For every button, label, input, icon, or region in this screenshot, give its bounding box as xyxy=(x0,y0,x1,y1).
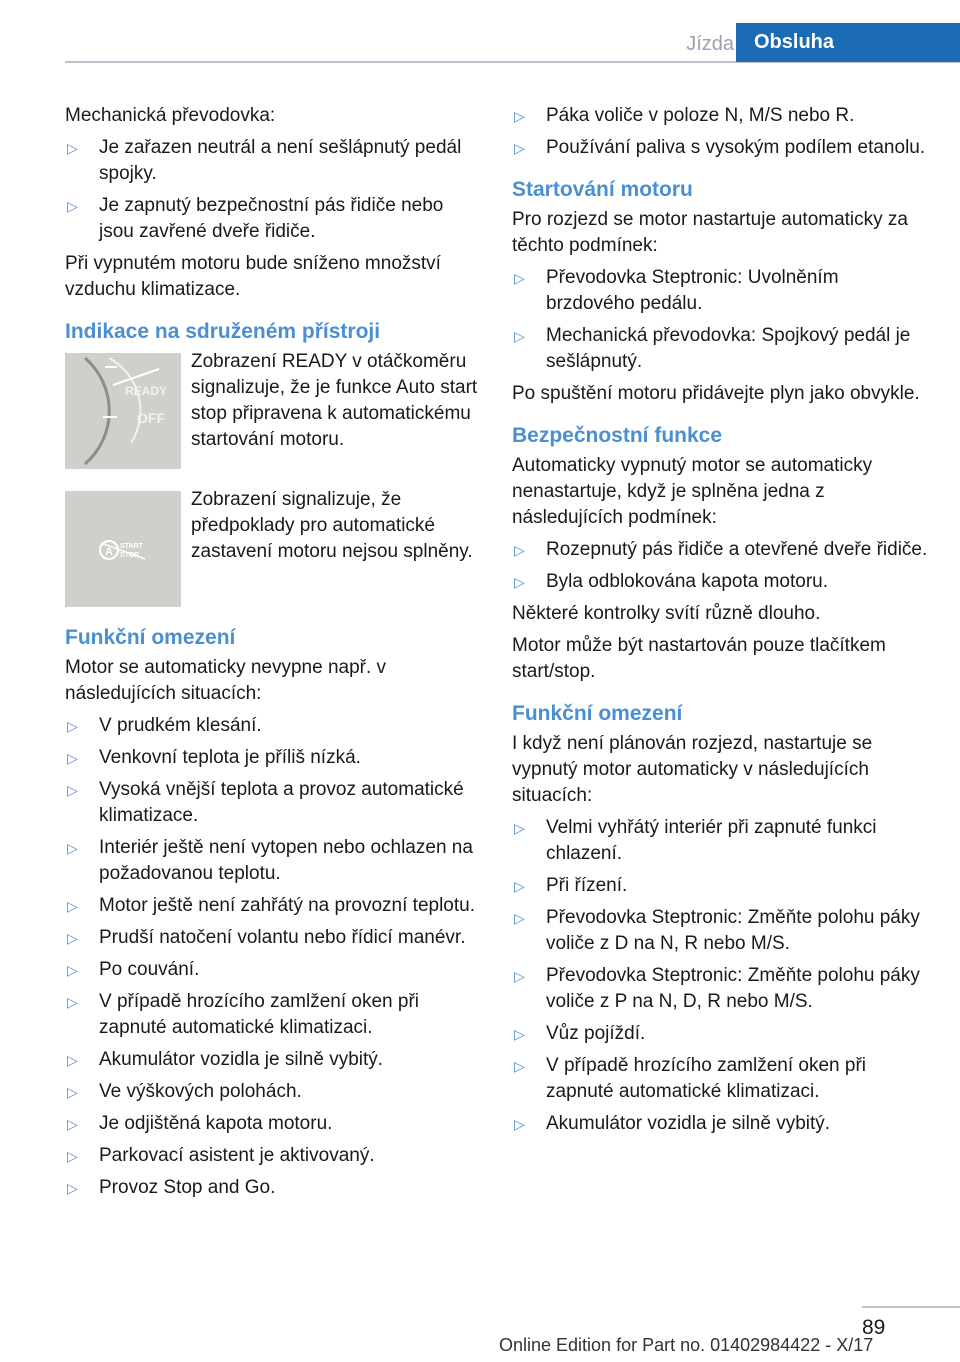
list-item: ▷ Vůz pojíždí. xyxy=(512,1021,932,1047)
svg-text:A: A xyxy=(105,546,113,558)
triangle-bullet-icon: ▷ xyxy=(67,1084,78,1100)
list-item: ▷ Velmi vyhřátý interiér při zapnuté funkci chlazení. xyxy=(514,817,877,864)
list-item: ▷ Při řízení. xyxy=(512,873,932,899)
triangle-bullet-icon: ▷ xyxy=(514,878,525,894)
triangle-bullet-icon: ▷ xyxy=(514,910,525,926)
paragraph: Motor se automaticky nevypne např. v následujících situacích: xyxy=(65,657,387,704)
triangle-bullet-icon: ▷ xyxy=(514,140,525,156)
ready-indicator-image xyxy=(65,353,181,469)
figure-start-stop xyxy=(65,487,480,607)
intro-text: Mechanická převodovka: xyxy=(65,105,276,126)
section-heading: Bezpečnostní funkce xyxy=(512,424,723,447)
list-item: ▷ Po couvání. xyxy=(65,957,480,983)
tab-obsluha[interactable]: Obsluha xyxy=(736,23,960,62)
svg-text:OFF: OFF xyxy=(137,410,165,426)
section-heading: Funkční omezení xyxy=(65,626,236,649)
triangle-bullet-icon: ▷ xyxy=(67,962,78,978)
section-heading: Startování motoru xyxy=(512,178,693,201)
start-stop-indicator-image xyxy=(65,491,181,607)
list-item: ▷ Byla odblokována kapota motoru. xyxy=(512,569,932,595)
list-item: ▷ V případě hrozícího zamlžení oken při zapnuté automatické klimatizaci. xyxy=(67,991,420,1038)
list-item: ▷ Mechanická převodovka: Spojkový pedál je sešlápnutý. xyxy=(514,325,911,372)
list-item: ▷ Parkovací asistent je aktivovaný. xyxy=(65,1143,480,1169)
triangle-bullet-icon: ▷ xyxy=(514,1116,525,1132)
triangle-bullet-icon: ▷ xyxy=(67,718,78,734)
list-item: ▷ Akumulátor vozidla je silně vybitý. xyxy=(512,1111,932,1137)
figure-ready xyxy=(65,349,480,469)
list-item: ▷ Ve výškových polohách. xyxy=(65,1079,480,1105)
list-item: ▷ V prudkém klesání. xyxy=(65,713,480,739)
triangle-bullet-icon: ▷ xyxy=(67,1180,78,1196)
list-item: ▷ Používání paliva s vysokým podílem etanolu. xyxy=(512,135,932,161)
triangle-bullet-icon: ▷ xyxy=(514,574,525,590)
triangle-bullet-icon: ▷ xyxy=(67,1052,78,1068)
list-item: ▷ Páka voliče v poloze N, M/S nebo R. xyxy=(512,103,932,129)
triangle-bullet-icon: ▷ xyxy=(514,820,525,836)
list-item: ▷ Akumulátor vozidla je silně vybitý. xyxy=(65,1047,480,1073)
left-column xyxy=(65,103,480,1207)
triangle-bullet-icon: ▷ xyxy=(67,782,78,798)
paragraph: Automaticky vypnutý motor se automaticky nenastartuje, když je splněna jedna z následujících podmínek: xyxy=(512,455,873,528)
limitations-list xyxy=(65,713,480,1201)
list-item: ▷ Je odjištěná kapota motoru. xyxy=(65,1111,480,1137)
list-item: ▷ Venkovní teplota je příliš nízká. xyxy=(65,745,480,771)
svg-text:STOP: STOP xyxy=(120,552,139,559)
paragraph: Po spuštění motoru přidávejte plyn jako obvykle. xyxy=(512,383,920,404)
list-item: ▷ Převodovka Steptronic: Uvolněním brzdového pedálu. xyxy=(514,267,839,314)
list-item: ▷ Je zapnutý bezpečnostní pás řidiče nebo jsou zavřené dveře řidiče. xyxy=(67,195,444,242)
right-column xyxy=(512,103,932,1143)
edition-note: Online Edition for Part no. 01402984422 - X/17 xyxy=(499,1335,874,1355)
list-item: ▷ Převodovka Steptronic: Změňte polohu páky voliče z D na N, R nebo M/S. xyxy=(514,907,920,954)
footer-rule xyxy=(862,1306,960,1308)
intro-list xyxy=(65,135,480,245)
paragraph: Některé kontrolky svítí různě dlouho. xyxy=(512,603,821,624)
triangle-bullet-icon: ▷ xyxy=(67,930,78,946)
triangle-bullet-icon: ▷ xyxy=(67,750,78,766)
list-item: ▷ Vysoká vnější teplota a provoz automatické klimatizace. xyxy=(67,779,464,826)
triangle-bullet-icon: ▷ xyxy=(67,140,78,156)
page-number: 89 xyxy=(862,1316,886,1339)
triangle-bullet-icon: ▷ xyxy=(67,198,78,214)
triangle-bullet-icon: ▷ xyxy=(514,542,525,558)
section-heading: Indikace na sdruženém přístroji xyxy=(65,320,381,343)
list-item: ▷ Motor ještě není zahřátý na provozní teplotu. xyxy=(65,893,480,919)
list-item: ▷ Interiér ještě není vytopen nebo ochlazen na požadovanou teplotu. xyxy=(67,837,473,884)
triangle-bullet-icon: ▷ xyxy=(67,898,78,914)
triangle-bullet-icon: ▷ xyxy=(514,328,525,344)
svg-text:START: START xyxy=(120,543,143,550)
triangle-bullet-icon: ▷ xyxy=(67,994,78,1010)
restart-list xyxy=(512,815,932,1137)
figure-caption: Zobrazení signalizuje, že předpoklady pro automatické zastavení motoru nejsou splněny. xyxy=(191,489,473,562)
tab-jizda[interactable]: Jízda xyxy=(686,33,734,55)
triangle-bullet-icon: ▷ xyxy=(514,108,525,124)
list-item: ▷ V případě hrozícího zamlžení oken při zapnuté automatické klimatizaci. xyxy=(514,1055,867,1102)
triangle-bullet-icon: ▷ xyxy=(67,1148,78,1164)
list-item: ▷ Rozepnutý pás řidiče a otevřené dveře řidiče. xyxy=(512,537,932,563)
triangle-bullet-icon: ▷ xyxy=(514,1058,525,1074)
list-item: ▷ Převodovka Steptronic: Změňte polohu páky voliče z P na N, D, R nebo M/S. xyxy=(514,965,920,1012)
figure-caption: Zobrazení READY v otáčkoměru signalizuje, že je funkce Auto start stop připravena k automatickému startování motoru. xyxy=(191,351,478,450)
paragraph: Při vypnutém motoru bude sníženo množství vzduchu klimatizace. xyxy=(65,253,441,300)
start-conditions-list xyxy=(512,265,932,375)
paragraph: Pro rozjezd se motor nastartuje automaticky za těchto podmínek: xyxy=(512,209,909,256)
triangle-bullet-icon: ▷ xyxy=(67,1116,78,1132)
continued-list xyxy=(512,103,932,161)
list-item: ▷ Provoz Stop and Go. xyxy=(65,1175,480,1201)
list-item: ▷ Prudší natočení volantu nebo řídicí manévr. xyxy=(65,925,480,951)
triangle-bullet-icon: ▷ xyxy=(514,1026,525,1042)
triangle-bullet-icon: ▷ xyxy=(514,968,525,984)
section-heading: Funkční omezení xyxy=(512,702,683,725)
paragraph: Motor může být nastartován pouze tlačítkem start/stop. xyxy=(512,635,886,682)
paragraph: I když není plánován rozjezd, nastartuje se vypnutý motor automaticky v následujících situacích: xyxy=(512,733,873,806)
list-item: ▷ Je zařazen neutrál a není sešlápnutý pedál spojky. xyxy=(67,137,462,184)
triangle-bullet-icon: ▷ xyxy=(514,270,525,286)
safety-list xyxy=(512,537,932,595)
svg-text:READY: READY xyxy=(125,384,168,398)
triangle-bullet-icon: ▷ xyxy=(67,840,78,856)
